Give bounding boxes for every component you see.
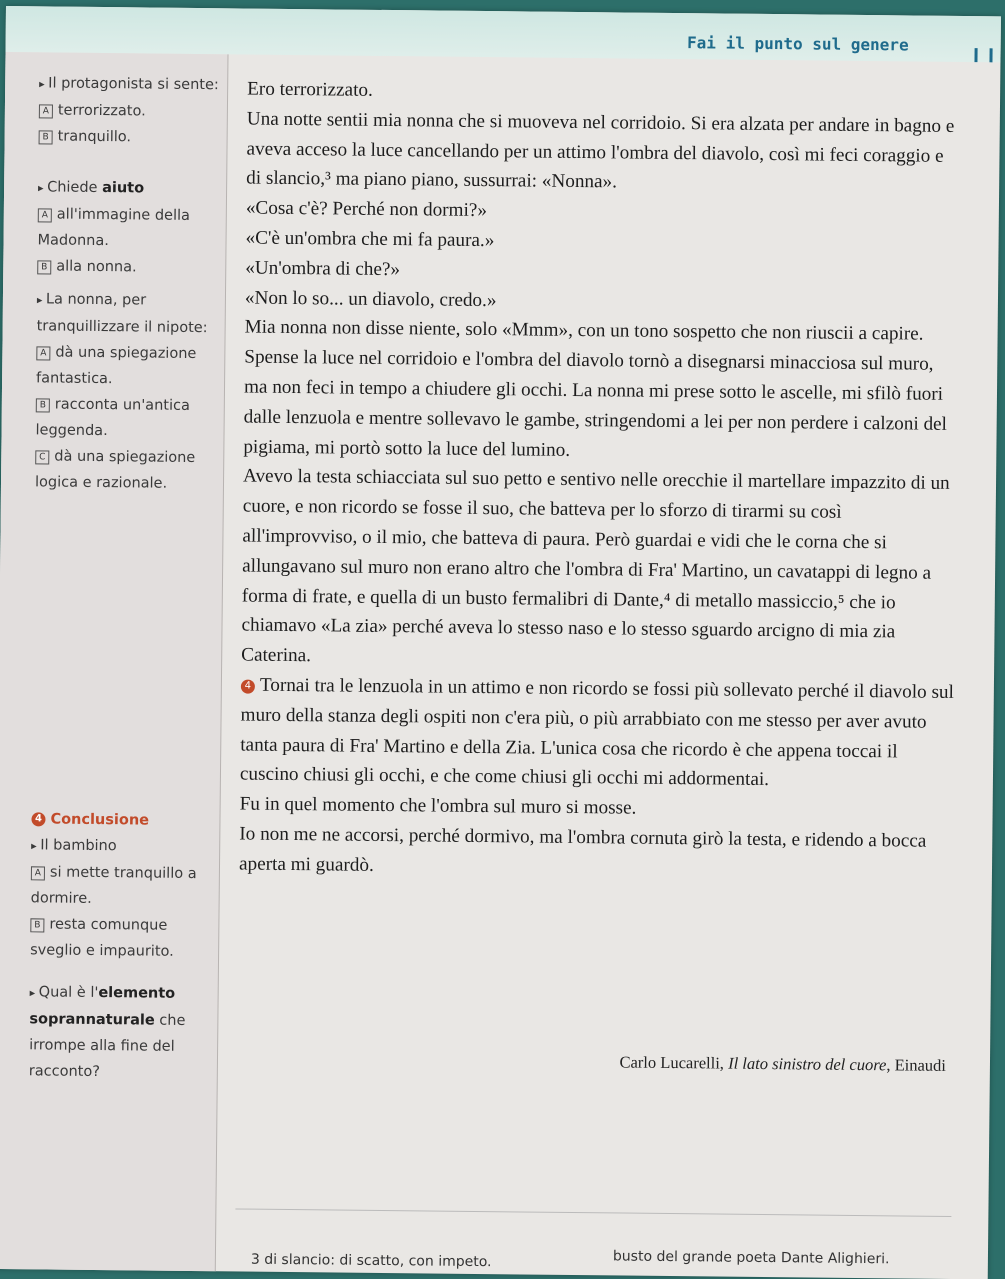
option-a[interactable]: A terrorizzato. xyxy=(39,97,221,125)
option-b[interactable]: B tranquillo. xyxy=(39,123,221,151)
option-letter-icon: B xyxy=(39,130,53,144)
question-protagonist xyxy=(39,70,222,151)
option-a[interactable]: A all'immagine della Madonna. xyxy=(37,206,191,250)
question-grandmother xyxy=(35,286,219,497)
option-b[interactable]: B resta comunque sveglio e impaurito. xyxy=(30,916,174,960)
paragraph: Fu in quel momento che l'ombra sul muro si mosse. xyxy=(239,793,637,819)
step-number-icon: 4 xyxy=(31,812,45,826)
source-credit: Carlo Lucarelli, Il lato sinistro del cuore, Einaudi xyxy=(619,1052,947,1075)
book-page xyxy=(0,6,1001,1279)
paragraph-conclusion: 4 Tornai tra le lenzuola in un attimo e non ricordo se fossi più sollevato perché il diavolo sul muro della stanza degli ospiti non c'era più, o più arrabbiato con me stesso per aver avuto tanta paura di Fra' Martino e della Zia. L'unica cosa che ricordo è che appena toccai il cuscino chiusi gli occhi, e che come chiusi gli occhi mi addormentai. xyxy=(239,674,955,791)
conclusion-block xyxy=(29,806,214,1086)
page-edge-mark xyxy=(974,48,992,62)
option-b[interactable]: B racconta un'antica leggenda. xyxy=(35,396,190,440)
story-text xyxy=(239,75,963,887)
step-number-icon: 4 xyxy=(241,679,255,693)
option-c[interactable]: C dà una spiegazione logica e razionale. xyxy=(34,448,196,492)
question-help xyxy=(37,174,220,281)
footnote-3: 3 di slancio: di scatto, con impeto. xyxy=(250,1251,492,1271)
option-a[interactable]: A si mette tranquillo a dormire. xyxy=(30,864,197,907)
option-letter-icon: A xyxy=(38,208,52,222)
paragraph: Ero terrorizzato. xyxy=(247,78,373,101)
question-prompt: ▸ Il bambino xyxy=(31,832,213,861)
option-letter-icon: B xyxy=(36,398,50,412)
option-b[interactable]: B alla nonna. xyxy=(37,253,219,281)
footnote-4: busto del grande poeta Dante Alighieri. xyxy=(612,1248,890,1268)
option-letter-icon: B xyxy=(30,918,44,932)
question-prompt: ▸ Il protagonista si sente: xyxy=(39,70,221,99)
paragraph: «Un'ombra di che?» xyxy=(245,257,401,280)
option-letter-icon: A xyxy=(31,866,45,880)
paragraph: Una notte sentii mia nonna che si muoveva nel corridoio. Si era alzata per andare in bagno e aveva acceso la luce cancellando per un attimo l'ombra del diavolo, così mi feci coraggio e di slancio,³ ma piano piano, sussurrai: «Nonna». xyxy=(246,108,955,193)
paragraph: Mia nonna non disse niente, solo «Mmm», con un tono sospetto che non riuscii a capire. xyxy=(244,316,924,346)
paragraph: «C'è un'ombra che mi fa paura.» xyxy=(245,227,495,252)
option-letter-icon: A xyxy=(39,104,53,118)
option-a[interactable]: A dà una spiegazione fantastica. xyxy=(36,344,197,388)
option-letter-icon: B xyxy=(37,260,51,274)
paragraph: Io non me ne accorsi, perché dormivo, ma l'ombra cornuta girò la testa, e ridendo a bocca aperta mi guardò. xyxy=(238,823,927,876)
paragraph: Spense la luce nel corridoio e l'ombra del diavolo tornò a disegnarsi minacciosa sul muro, ma non feci in tempo a chiudere gli occhi. La nonna mi prese sotto le ascelle, mi sfilò fuori dalle lenzuola e mentre sollevavo le gambe, stringendomi a lei per non perdere i calzoni del pigiama, mi portò sotto la luce del lumino. xyxy=(243,346,948,461)
question-prompt: ▸ Chiede aiuto xyxy=(38,174,220,203)
paragraph: Avevo la testa schiacciata sul suo petto e sentivo nelle orecchie il martellare impazzito di un cuore, e non ricordo se fosse il suo, che batteva per lo sforzo di tirarmi su così all'improvviso, o il mio, che batteva di paura. Però guardai e vidi che le corna che si allungavano sul muro non erano altro che l'ombra di Fra' Martino, un cavatappi di legno a forma di frate, e quella di un busto fermalibri di Dante,⁴ di metallo massiccio,⁵ che io chiamavo «La zia» perché aveva lo stesso naso e lo stesso sguardo arcigno di mia zia Caterina. xyxy=(241,465,950,667)
conclusion-heading: 4 Conclusione xyxy=(31,806,213,834)
option-letter-icon: A xyxy=(36,346,50,360)
option-letter-icon: C xyxy=(35,450,49,464)
question-prompt: ▸ La nonna, per tranquillizzare il nipote: xyxy=(37,286,220,341)
paragraph: «Non lo so... un diavolo, credo.» xyxy=(244,287,497,311)
question-supernatural: ▸ Qual è l'elemento soprannaturale che irrompe alla fine del racconto? xyxy=(29,979,212,1086)
footnote-divider xyxy=(235,1208,951,1216)
paragraph: «Cosa c'è? Perché non dormi?» xyxy=(245,197,488,222)
section-title: Fai il punto sul genere xyxy=(686,33,909,55)
